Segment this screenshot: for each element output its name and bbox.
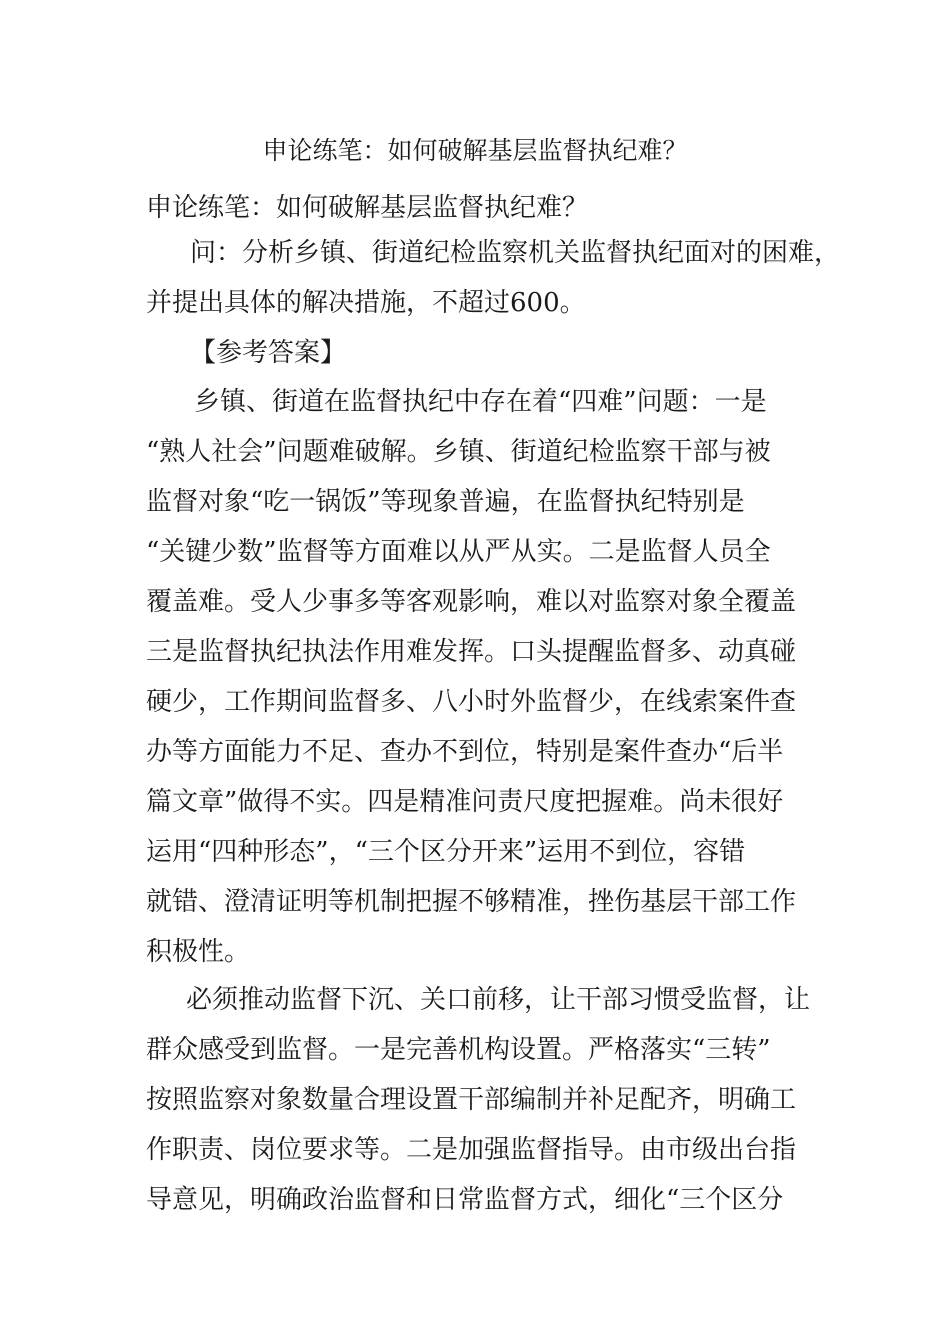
answer-label-text: 【参考答案】 bbox=[190, 338, 347, 368]
paragraph-line: 覆盖难。受人少事多等客观影响，难以对监察对象全覆盖 bbox=[146, 587, 797, 617]
paragraph-line: 就错、澄清证明等机制把握不够精准，挫伤基层干部工作 bbox=[146, 887, 797, 917]
answer-label bbox=[146, 328, 816, 378]
paragraph-line: “熟人社会”问题难破解。乡镇、街道纪检监察干部与被 bbox=[146, 437, 771, 467]
paragraph-line: “关键少数”监督等方面难以从严从实。二是监督人员全 bbox=[146, 537, 771, 567]
question-line: 问：分析乡镇、街道纪检监察机关监督执纪面对的困难， bbox=[190, 238, 841, 268]
paragraph-line: 导意见，明确政治监督和日常监督方式，细化“三个区分 bbox=[146, 1185, 784, 1215]
paragraph-line: 监督对象“吃一锅饭”等现象普遍，在监督执纪特别是 bbox=[146, 487, 745, 517]
paragraph-line: 办等方面能力不足、查办不到位，特别是案件查办“后半 bbox=[146, 737, 784, 767]
paragraph-line: 群众感受到监督。一是完善机构设置。严格落实“三转” bbox=[146, 1035, 771, 1065]
question-paragraph bbox=[146, 228, 841, 328]
paragraph-line: 积极性。 bbox=[146, 937, 251, 967]
paragraph-line: 作职责、岗位要求等。二是加强监督指导。由市级出台指 bbox=[146, 1135, 797, 1165]
paragraph-line: 三是监督执纪执法作用难发挥。口头提醒监督多、动真碰 bbox=[146, 637, 797, 667]
paragraph-line: 硬少，工作期间监督多、八小时外监督少，在线索案件查 bbox=[146, 687, 797, 717]
paragraph-line: 乡镇、街道在监督执纪中存在着“四难”问题：一是 bbox=[194, 387, 767, 417]
document-subtitle: 申论练笔：如何破解基层监督执纪难？ bbox=[146, 193, 589, 223]
paragraph-line: 篇文章”做得不实。四是精准问责尺度把握难。尚未很好 bbox=[146, 787, 784, 817]
paragraph-line: 必须推动监督下沉、关口前移，让干部习惯受监督，让 bbox=[186, 985, 811, 1015]
answer-paragraph-2 bbox=[146, 975, 816, 1225]
question-line: 并提出具体的解决措施，不超过600。 bbox=[146, 288, 586, 318]
document-title: 申论练笔：如何破解基层监督执纪难？ bbox=[262, 136, 688, 165]
paragraph-line: 运用“四种形态”，“三个区分开来”运用不到位，容错 bbox=[146, 837, 746, 867]
paragraph-line: 按照监察对象数量合理设置干部编制并补足配齐，明确工 bbox=[146, 1085, 797, 1115]
answer-paragraph-1 bbox=[146, 377, 816, 977]
